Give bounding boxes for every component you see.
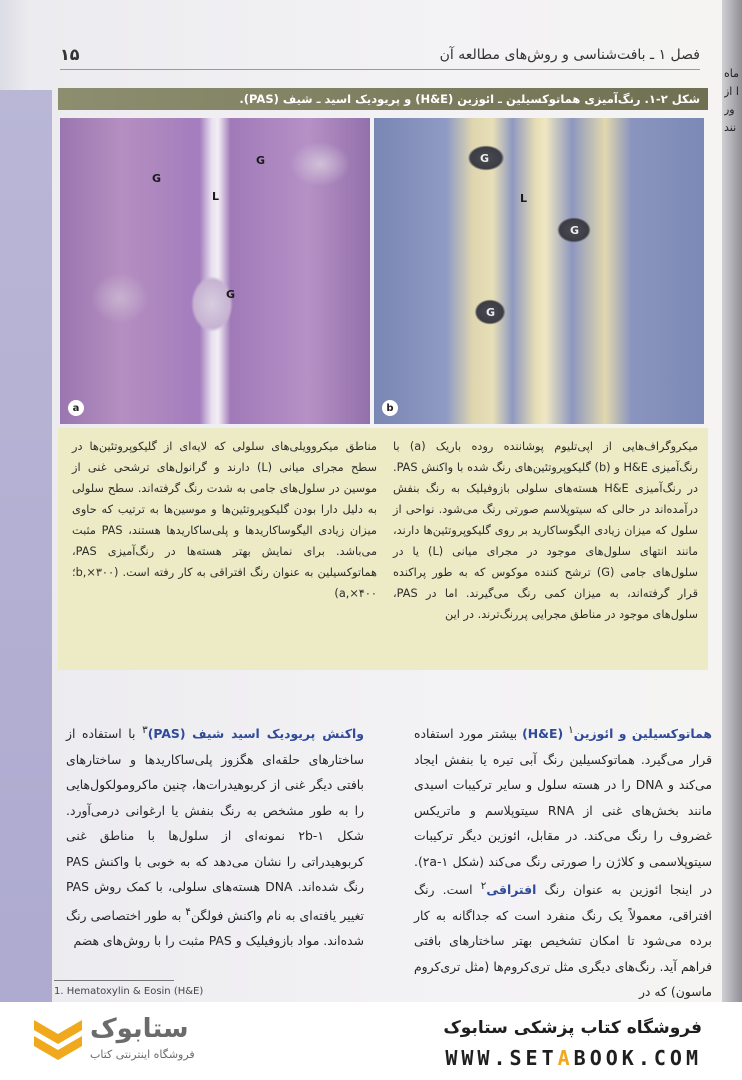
pas-paragraph: با استفاده از ساختارهای حلقه‌ای هگزوز پلی‌ساکاریدها و ساختارهای بافتی دیگر غنی از کربوهیدرات‌ها، چنین ماکرومولکول‌هایی را به طور مشخص به رنگ بنفش یا ارغوانی درمی‌آورد. شکل ۱-۲b نمونه‌ای از سلول‌ها با مناطق غنی کربوهیدراتی را نشان می‌دهد که به خوبی با واکنش PAS رنگ شده‌اند. DNA هسته‌های سلولی، با کمک روش PAS تغییر یافته‌ای به نام واکنش فولگن	[66, 726, 364, 923]
goblet-cell-label: G	[152, 172, 162, 185]
goblet-cell-label: G	[570, 224, 580, 237]
page-number: ۱۵	[60, 45, 80, 64]
counterstain-term: افتراقی	[486, 882, 537, 898]
goblet-cell-label: G	[480, 152, 490, 165]
he-paragraph: بیشتر مورد استفاده قرار می‌گیرد. هماتوکسیلین رنگ آبی تیره یا بنفش ایجاد می‌کند و DNA را در هسته سلول و سایر ترکیبات اسیدی مانند بخش‌های غنی از RNA سیتوپلاسم و ماتریکس غضروف را رنگ می‌کند. در مقابل، ائوزین دیگر ترکیبات سیتوپلاسمی و کلاژن را صورتی رنگ می‌کند (شکل ۲a-۱). در اینجا ائوزین به عنوان رنگ	[414, 726, 712, 898]
he-heading: هماتوکسیلین و ائوزین	[573, 726, 712, 742]
logo-subtitle: فروشگاه اینترنتی کتاب	[90, 1048, 195, 1061]
panel-tag-b: b	[382, 400, 398, 416]
lumen-label: L	[212, 190, 220, 203]
caption-text-left: مناطق میکروویلی‌های سلولی که لایه‌ای از گلیکوپروتئین‌ها در سطح مجرای میانی (L) دارند و گرانول‌های ترشحی غنی از موسین در سلول‌های جامی به شدت رنگ گرفته‌اند. سطح سلولی به دلیل دارا بودن گلیکوپروتئین‌ها و موسین‌ها به ترتیب که حاوی میزان زیادی الیگوساکاریدها و پلی‌ساکاریدها هستند، PAS مثبت می‌باشد. برای نمایش بهتر هسته‌ها در رنگ‌آمیزی PAS، هماتوکسیلین به عنوان رنگ افتراقی به کار رفته است. (b,×۳۰۰؛ a,×۴۰۰)	[72, 440, 377, 600]
panel-tag-a: a	[68, 400, 84, 416]
footnote-ref: ۴	[185, 905, 191, 918]
goblet-cell-label: G	[226, 288, 236, 301]
footnote: 1. Hematoxylin & Eosin (H&E)	[54, 986, 204, 997]
page-margin-band	[0, 90, 52, 1002]
figure-caption-box	[58, 428, 708, 670]
pas-abbr: (PAS)	[147, 726, 186, 742]
store-name: فروشگاه کتاب پزشکی ستابوک	[443, 1018, 702, 1038]
footnote-ref: ۳	[142, 724, 148, 736]
goblet-cell-label: G	[486, 306, 496, 319]
body-column-right	[414, 718, 712, 1002]
micrograph-a	[60, 118, 370, 424]
pas-heading: واکنش پریودیک اسید شیف	[192, 726, 364, 742]
pas-paragraph-cont: به طور اختصاصی رنگ شده‌اند. مواد بازوفیلیک و PAS مثبت را با روش‌های هضم	[66, 907, 364, 949]
logo-name: ستابوک	[90, 1014, 189, 1044]
caption-text-right: میکروگراف‌هایی از اپی‌تلیوم پوشاننده روده باریک (a) با رنگ‌آمیزی H&E و (b) گلیکوپروتئین‌های رنگ شده با واکنش PAS. در رنگ‌آمیزی H&E هسته‌های سلولی بازوفیلیک به رنگ بنفش درآمده‌اند در حالی که سیتوپلاسم صورتی رنگ می‌شود. نواحی از سلول که میزان زیادی الیگوساکارید بر روی گلیکوپروتئین‌ها دارند، مانند انتهای سلول‌های موجود در مجرای میانی (L) یا در سلول‌های جامی (G) ترشح کننده موکوس که به طور پراکنده قرار گرفته‌اند، به میزان کمی رنگ می‌گیرند. اما در PAS، سلول‌های موجود در مناطق مجرایی پررنگ‌ترند. در این	[393, 440, 698, 621]
he-paragraph-cont: است. رنگ افتراقی، معمولاً یک رنگ منفرد است که جداگانه به کار برده می‌شود تا امکان تشخیص بهتر ساختارهای بافتی فراهم آید. رنگ‌های دیگری مثل تری‌کروم‌ها (مثل تری‌کروم ماسون) که در	[414, 882, 712, 1000]
store-banner[interactable]	[0, 1002, 742, 1080]
store-url[interactable]: WWW.SETABOOK.COM	[445, 1046, 702, 1070]
footnote-ref: ۲	[480, 880, 487, 893]
spine-text: ماه ا از ور نند	[724, 67, 740, 134]
micrograph-b	[374, 118, 704, 424]
lumen-label: L	[520, 192, 528, 205]
body-column-left	[66, 718, 364, 954]
page-header	[60, 40, 700, 70]
he-abbr: (H&E)	[522, 726, 564, 742]
book-spine	[722, 0, 742, 1002]
store-logo[interactable]	[30, 1014, 290, 1070]
goblet-cell-label: G	[256, 154, 266, 167]
footnote-divider	[54, 980, 174, 981]
book-chevron-icon	[30, 1014, 86, 1064]
chapter-title: فصل ۱ ـ بافت‌شناسی و روش‌های مطالعه آن	[439, 46, 700, 63]
footnote-ref: ۱	[568, 724, 574, 736]
figure-caption-title: شکل ۲-۱. رنگ‌آمیزی هماتوکسیلین ـ ائوزین (H&E) و پریودیک اسید ـ شیف (PAS).	[58, 88, 708, 110]
